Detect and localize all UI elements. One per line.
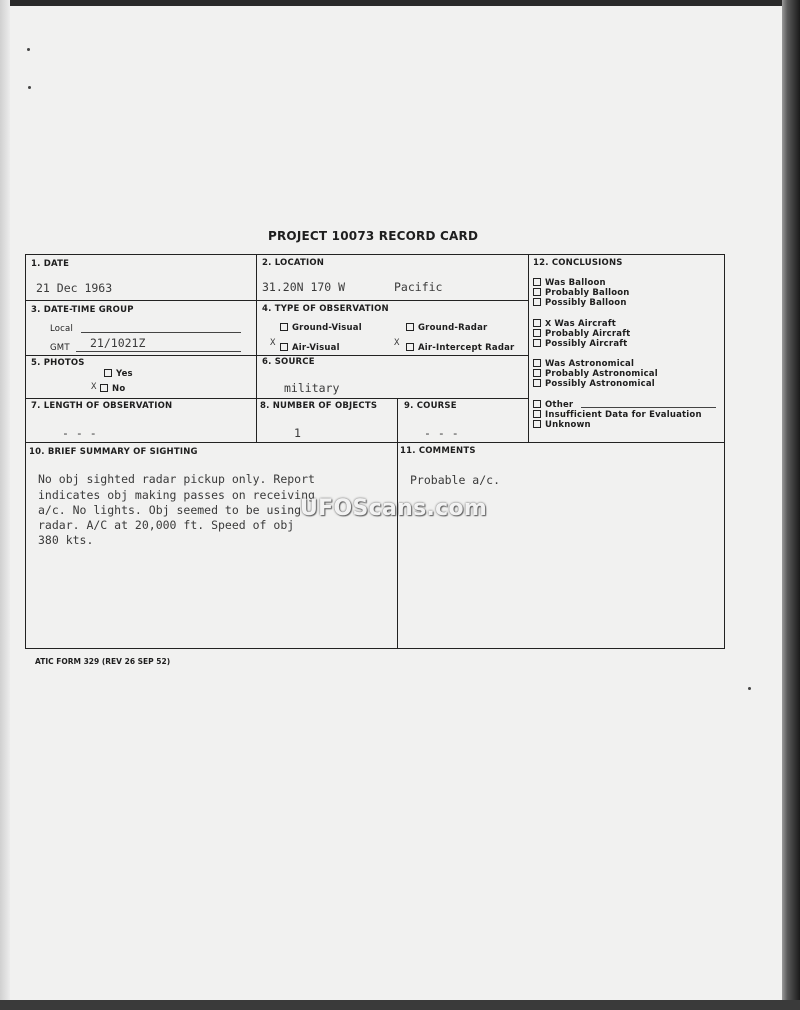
photos-yes: Yes <box>104 369 133 379</box>
checkbox <box>533 400 541 408</box>
dtg-gmt-label: GMT <box>50 343 70 353</box>
divider <box>528 255 529 442</box>
obs-air-intercept-mark: X <box>394 338 400 348</box>
num-objects-label: 8. NUMBER OF OBJECTS <box>260 401 378 411</box>
checkbox <box>104 369 112 377</box>
location-label: 2. LOCATION <box>262 258 325 268</box>
divider <box>26 442 724 443</box>
checkbox <box>533 339 541 347</box>
checkbox <box>533 420 541 428</box>
conclusion-item: Possibly Balloon <box>533 298 627 308</box>
divider <box>26 300 528 301</box>
obs-air-visual: Air-Visual <box>280 343 340 353</box>
checkbox <box>406 323 414 331</box>
summary-label: 10. BRIEF SUMMARY OF SIGHTING <box>29 447 198 457</box>
dtg-gmt-line <box>76 351 241 352</box>
checkbox <box>533 288 541 296</box>
scan-border-right <box>782 0 800 1010</box>
source-label: 6. SOURCE <box>262 357 315 367</box>
divider <box>256 255 257 442</box>
summary-line: radar. A/C at 20,000 ft. Speed of obj <box>38 518 295 532</box>
summary-line: 380 kts. <box>38 533 94 547</box>
photos-label: 5. PHOTOS <box>31 358 85 368</box>
conclusion-item: Probably Astronomical <box>533 369 658 379</box>
dtg-gmt-value: 21/1021Z <box>90 336 146 350</box>
obs-ground-radar: Ground-Radar <box>406 323 487 333</box>
record-card <box>25 254 725 649</box>
checkbox <box>406 343 414 351</box>
checkbox <box>533 298 541 306</box>
divider <box>397 398 398 648</box>
checkbox <box>533 319 541 327</box>
length-value: - - - <box>62 426 97 440</box>
conclusion-item: Possibly Astronomical <box>533 379 655 389</box>
checkbox <box>280 343 288 351</box>
checkbox <box>533 410 541 418</box>
checkbox <box>533 329 541 337</box>
comments-label: 11. COMMENTS <box>400 446 476 456</box>
conclusions-label: 12. CONCLUSIONS <box>533 258 623 268</box>
course-label: 9. COURSE <box>404 401 457 411</box>
conclusion-item: Probably Aircraft <box>533 329 630 339</box>
comments-value: Probable a/c. <box>410 473 501 487</box>
location-coords: 31.20N 170 W <box>262 280 346 294</box>
location-place: Pacific <box>394 280 443 294</box>
obs-type-label: 4. TYPE OF OBSERVATION <box>262 304 389 314</box>
checkbox <box>533 359 541 367</box>
card-title: PROJECT 10073 RECORD CARD <box>268 229 479 243</box>
date-label: 1. DATE <box>31 259 70 269</box>
conclusion-item: Insufficient Data for Evaluation <box>533 410 702 420</box>
photos-no-mark: X <box>91 382 97 392</box>
form-footer: ATIC FORM 329 (REV 26 SEP 52) <box>35 657 171 666</box>
checkbox <box>533 278 541 286</box>
num-objects-value: 1 <box>294 426 301 440</box>
dtg-local-label: Local <box>50 324 74 334</box>
conclusion-item: Possibly Aircraft <box>533 339 627 349</box>
checkbox <box>100 384 108 392</box>
course-value: - - - <box>424 426 459 440</box>
conclusion-item: Was Balloon <box>533 278 606 288</box>
conclusion-item: Probably Balloon <box>533 288 630 298</box>
date-value: 21 Dec 1963 <box>36 281 113 295</box>
conclusion-item: Unknown <box>533 420 591 430</box>
dtg-label: 3. DATE-TIME GROUP <box>31 305 134 315</box>
scan-border-left <box>0 0 10 1010</box>
checkbox <box>533 379 541 387</box>
summary-line: No obj sighted radar pickup only. Report <box>38 472 315 486</box>
scan-speck <box>748 687 751 690</box>
conclusion-item: Other <box>533 400 573 410</box>
summary-line: indicates obj making passes on receiving <box>38 488 315 502</box>
scan-border-bottom <box>0 1000 800 1010</box>
conclusion-item-checked: X Was Aircraft <box>533 319 616 329</box>
length-label: 7. LENGTH OF OBSERVATION <box>31 401 173 411</box>
obs-air-intercept: Air-Intercept Radar <box>406 343 514 353</box>
scan-speck <box>28 86 31 89</box>
photos-no: No <box>100 384 125 394</box>
conclusion-mark: X <box>545 319 552 328</box>
summary-line: a/c. No lights. Obj seemed to be using <box>38 503 302 517</box>
conclusion-item: Was Astronomical <box>533 359 634 369</box>
scan-border-top <box>0 0 800 6</box>
source-value: military <box>284 381 340 395</box>
scan-speck <box>27 48 30 51</box>
divider <box>26 355 528 356</box>
watermark: UFOScans.com <box>300 496 488 521</box>
obs-ground-visual: Ground-Visual <box>280 323 362 333</box>
dtg-local-line <box>81 332 241 333</box>
divider <box>26 398 528 399</box>
obs-air-visual-mark: X <box>270 338 276 348</box>
checkbox <box>533 369 541 377</box>
checkbox <box>280 323 288 331</box>
other-line <box>581 407 716 408</box>
